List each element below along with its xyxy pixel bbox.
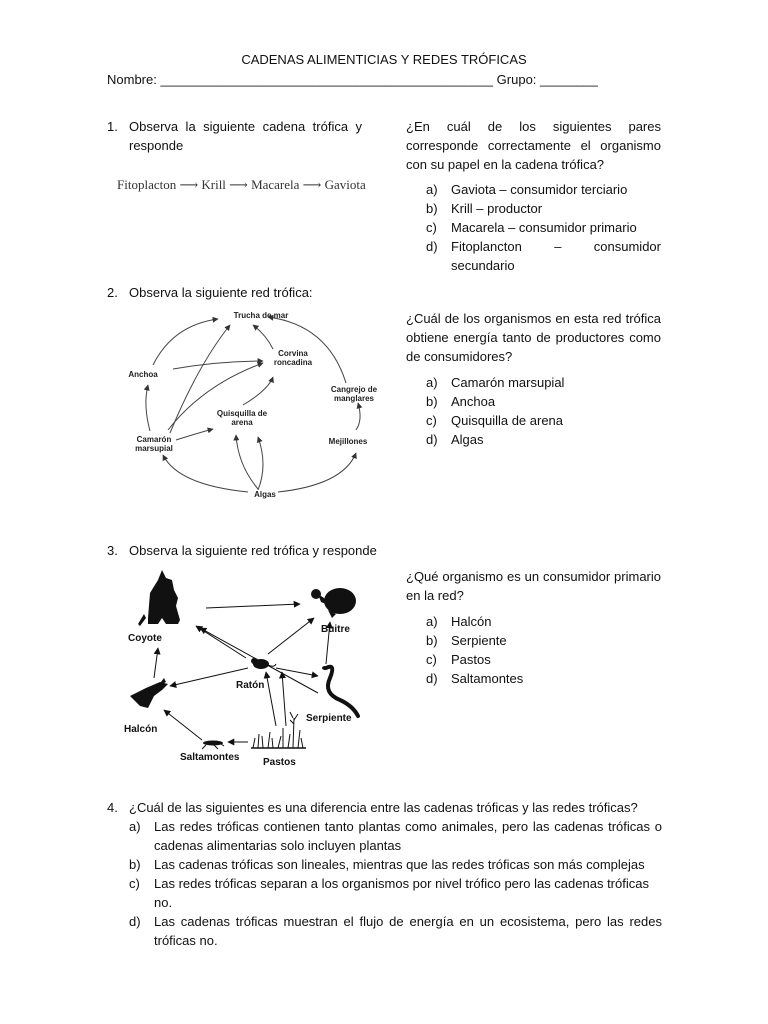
option-text: Las cadenas tróficas son lineales, mientras que las redes tróficas son más complejas bbox=[154, 857, 645, 872]
web-arrow bbox=[164, 710, 202, 740]
option[interactable] bbox=[426, 218, 661, 237]
web-arrow bbox=[173, 361, 263, 369]
q3-question: ¿Qué organismo es un consumidor primario en la red? bbox=[406, 569, 661, 603]
q2-food-web-diagram bbox=[118, 305, 393, 505]
label-anchoa: Anchoa bbox=[128, 370, 158, 379]
option[interactable] bbox=[426, 199, 661, 218]
vulture-icon bbox=[311, 588, 356, 618]
option[interactable] bbox=[426, 180, 661, 199]
label-mejillones: Mejillones bbox=[328, 437, 368, 446]
q3-options bbox=[426, 612, 661, 688]
option[interactable] bbox=[129, 817, 662, 855]
option-letter: a) bbox=[129, 819, 141, 834]
option-text: Camarón marsupial bbox=[451, 375, 565, 390]
name-line bbox=[107, 72, 598, 87]
label-serpiente: Serpiente bbox=[306, 713, 352, 724]
name-label: Nombre: ______________________________________________ bbox=[107, 72, 494, 87]
web-arrow bbox=[243, 377, 273, 405]
chain-item: Krill bbox=[201, 177, 226, 192]
option-text: Quisquilla de arena bbox=[451, 413, 564, 428]
web-arrow bbox=[196, 626, 246, 658]
web-arrow bbox=[258, 437, 263, 490]
option-letter: d) bbox=[426, 671, 438, 686]
option-letter: b) bbox=[426, 633, 438, 648]
chain-arrow-icon: ⟶ bbox=[229, 177, 248, 192]
option[interactable] bbox=[129, 855, 662, 874]
option-text: Fitoplancton – consumidor secundario bbox=[451, 239, 661, 273]
q1-options bbox=[426, 180, 661, 275]
chain-item: Macarela bbox=[251, 177, 300, 192]
q2-options bbox=[426, 373, 661, 449]
q4-number: 4. bbox=[107, 800, 118, 815]
web-arrow bbox=[278, 453, 356, 492]
option-text: Algas bbox=[451, 432, 484, 447]
q1-number: 1. bbox=[107, 119, 118, 134]
option[interactable] bbox=[129, 912, 662, 950]
q4-options bbox=[129, 817, 662, 950]
option[interactable] bbox=[426, 237, 661, 275]
chain-item: Fitoplacton bbox=[117, 177, 177, 192]
grasshopper-icon bbox=[202, 741, 224, 750]
label-trucha: Trucha de mar bbox=[233, 311, 289, 320]
web-arrow bbox=[236, 435, 258, 489]
web-arrow bbox=[153, 319, 218, 365]
group-label: Grupo: ________ bbox=[496, 72, 598, 87]
option-text: Serpiente bbox=[451, 633, 507, 648]
option[interactable] bbox=[426, 430, 661, 449]
option-letter: b) bbox=[426, 394, 438, 409]
q4-question: ¿Cuál de las siguientes es una diferencia entre las cadenas tróficas y las redes tróficas? bbox=[129, 800, 638, 815]
label-corvina: Corvina roncadina bbox=[273, 349, 313, 367]
option-letter: a) bbox=[426, 182, 438, 197]
option[interactable] bbox=[426, 650, 661, 669]
coyote-icon bbox=[138, 570, 180, 626]
option-text: Las redes tróficas separan a los organismos por nivel trófico pero las cadenas tróficas no. bbox=[154, 876, 649, 910]
hawk-icon bbox=[130, 678, 168, 708]
web-arrow bbox=[206, 604, 300, 608]
option-text: Halcón bbox=[451, 614, 492, 629]
option-letter: a) bbox=[426, 375, 438, 390]
option-letter: d) bbox=[129, 914, 141, 929]
web-arrow bbox=[154, 648, 158, 678]
label-algas: Algas bbox=[254, 490, 276, 499]
option-letter: d) bbox=[426, 239, 438, 254]
label-raton: Ratón bbox=[236, 680, 265, 691]
option-letter: d) bbox=[426, 432, 438, 447]
option-text: Gaviota – consumidor terciario bbox=[451, 182, 628, 197]
grass-icon bbox=[251, 712, 306, 748]
web-arrow bbox=[253, 325, 273, 349]
web-arrow bbox=[163, 455, 248, 492]
q2-question: ¿Cuál de los organismos en esta red trófica obtiene energía tanto de productores como de consumidores? bbox=[406, 311, 661, 364]
option-letter: c) bbox=[426, 652, 437, 667]
q3-number: 3. bbox=[107, 543, 118, 558]
q2-number: 2. bbox=[107, 285, 118, 300]
option[interactable] bbox=[426, 411, 661, 430]
option[interactable] bbox=[426, 612, 661, 631]
label-quisquilla: Quisquilla de arena bbox=[216, 409, 268, 427]
label-halcon: Halcón bbox=[124, 724, 158, 735]
option-text: Pastos bbox=[451, 652, 491, 667]
label-pastos: Pastos bbox=[263, 757, 296, 768]
option[interactable] bbox=[426, 669, 661, 688]
q3-food-web-diagram bbox=[118, 568, 368, 773]
label-cangrejo: Cangrejo de manglares bbox=[330, 385, 378, 403]
web-arrow bbox=[266, 672, 276, 726]
label-saltamontes: Saltamontes bbox=[180, 752, 240, 763]
chain-item: Gaviota bbox=[324, 177, 366, 192]
option-letter: a) bbox=[426, 614, 438, 629]
option-letter: b) bbox=[426, 201, 438, 216]
option[interactable] bbox=[426, 373, 661, 392]
q2-prompt: Observa la siguiente red trófica: bbox=[129, 285, 313, 300]
option-text: Las cadenas tróficas muestran el flujo de energía en un ecosistema, pero las redes tróficas no. bbox=[154, 914, 662, 948]
chain-arrow-icon: ⟶ bbox=[302, 177, 322, 192]
web-arrow bbox=[146, 385, 150, 431]
q1-question: ¿En cuál de los siguientes pares corresponde correctamente el organismo con su papel en la cadena trófica? bbox=[406, 119, 661, 172]
option-text: Macarela – consumidor primario bbox=[451, 220, 637, 235]
option-text: Las redes tróficas contienen tanto plantas como animales, pero las cadenas tróficas o cadenas alimentarias solo incluyen plantas bbox=[154, 819, 662, 853]
option-text: Krill – productor bbox=[451, 201, 543, 216]
q1-prompt: Observa la siguiente cadena trófica y responde bbox=[129, 119, 362, 153]
web-arrow bbox=[268, 618, 314, 654]
label-buitre: Buitre bbox=[321, 624, 350, 635]
option-letter: c) bbox=[426, 220, 437, 235]
worksheet-title: CADENAS ALIMENTICIAS Y REDES TRÓFICAS bbox=[241, 52, 527, 67]
option-letter: c) bbox=[426, 413, 437, 428]
q1-food-chain bbox=[117, 177, 366, 193]
snake-icon bbox=[322, 666, 358, 716]
option-text: Saltamontes bbox=[451, 671, 524, 686]
option[interactable] bbox=[426, 631, 661, 650]
option-text: Anchoa bbox=[451, 394, 496, 409]
q3-prompt: Observa la siguiente red trófica y responde bbox=[129, 543, 377, 558]
label-coyote: Coyote bbox=[128, 633, 162, 644]
label-camaron: Camarón marsupial bbox=[135, 435, 173, 453]
option[interactable] bbox=[426, 392, 661, 411]
chain-arrow-icon: ⟶ bbox=[179, 177, 199, 192]
web-arrow bbox=[282, 672, 286, 726]
option-letter: c) bbox=[129, 876, 140, 891]
option-letter: b) bbox=[129, 857, 141, 872]
option[interactable] bbox=[129, 874, 662, 912]
